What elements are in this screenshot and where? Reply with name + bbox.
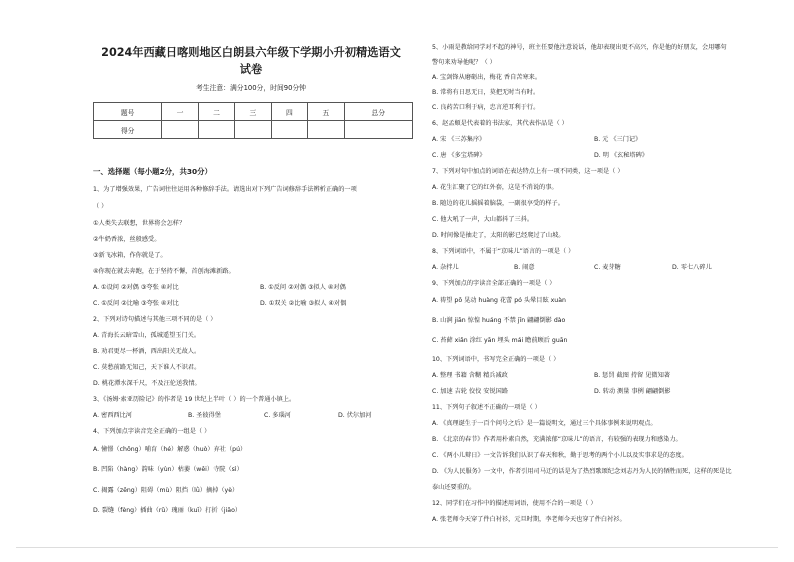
exam-notice: 考生注意：满分100分，时间90分钟 <box>196 84 306 92</box>
answer-option: C. 莫愁前路无知己，天下谁人不识君。 <box>93 364 201 371</box>
answer-option: C. 加速 吉轮 佼佼 安锐国路 <box>432 388 509 395</box>
answer-option: A. 宋 《三苏集序》 <box>432 136 486 143</box>
score-table-header: 四 <box>271 103 307 121</box>
question-text: 10、下列词语中，书写完全正确的一项是（ ） <box>432 356 560 363</box>
answer-option: 泰山还要重的。 <box>432 484 476 491</box>
answer-option: D. 伏尔加河 <box>338 412 372 419</box>
section-heading: 一、选择题（每小题2分，共30分） <box>93 167 212 176</box>
answer-option: B. 惩罚 截图 持留 见微知著 <box>594 372 670 379</box>
answer-option: D. 桃花潭水深千尺，不及汪伦送我情。 <box>93 380 201 387</box>
question-text: 警句来劝导他呢？（ ） <box>432 59 496 66</box>
answer-option: A. 祷望 pō 晃动 huàng 花蕾 pó 头晕目眩 xuàn <box>432 297 566 304</box>
question-text: 11、下列句子叙述不正确的一项是（ ） <box>432 404 541 411</box>
answer-option: A. ①设问 ②对偶 ③夸张 ④对比 <box>93 284 179 291</box>
score-table-header-row <box>94 103 413 121</box>
answer-option: C. 苔藓 xiǎn 涂红 yān 埋头 mái 瞻前顾后 guān <box>432 337 568 344</box>
answer-option: A. 《真理诞生于一百个问号之后》是一篇说明文，通过三个具体事例来说明观点。 <box>432 420 657 427</box>
score-row-label: 得分 <box>94 121 162 139</box>
score-table-header: 五 <box>308 103 344 121</box>
question-text: 12、同学们在习作中的描述用词语，使用不合的一项是（ ） <box>432 500 597 507</box>
exam-title-line1: 2024年西藏日喀则地区白朗县六年级下学期小升初精选语文 <box>101 46 401 59</box>
answer-option: A. 密西西比河 <box>93 412 132 419</box>
answer-option: D. 时间像是抽走了，太阳的影已经爬过了山坡。 <box>432 232 565 239</box>
answer-option: D. 明 《玄秘塔碑》 <box>594 152 648 159</box>
answer-option: C. 麦芽糖 <box>594 264 621 271</box>
score-cell <box>344 121 412 139</box>
score-table-header: 一 <box>162 103 198 121</box>
question-line: ③新飞冰箱，作你就是了。 <box>93 252 167 259</box>
exam-title <box>88 44 414 78</box>
answer-option: C. ①反问 ②比喻 ③夸张 ④对比 <box>93 300 179 307</box>
question-text: 5、小雨是教给同学对不起的神号，班主任要他注意说话，他却表现出更不高兴，你是他的好朋友，会用哪句 <box>432 44 727 51</box>
score-table-header: 二 <box>198 103 234 121</box>
score-table-header: 三 <box>235 103 271 121</box>
answer-option: B. 闹意 <box>514 264 535 271</box>
question-text: 1、为了增强效果，广告词往往运用各种修辞手法。请选出对下列广告词修辞手法辨析正确的一项 <box>93 186 357 193</box>
question-line: ④你现在就去奔跑，在于坚持不懈，首创海滩新路。 <box>93 268 235 275</box>
score-table <box>93 102 413 139</box>
score-table-row <box>94 121 413 139</box>
question-text: 9、下列加点的字读音全部正确的一项是（ ） <box>432 280 556 287</box>
page-divider <box>16 547 778 548</box>
answer-option: C. 他大吼了一声，大山都抖了三抖。 <box>432 216 534 223</box>
score-table-header: 总分 <box>344 103 412 121</box>
question-text: 7、下列对句中加点的词语在表达特点上有一项不同类，这一项是（ ） <box>432 168 624 175</box>
score-cell <box>308 121 344 139</box>
answer-option: C. 揭露（zēng）阻碍（mù）阻挡（lǜ）摘掉（yè） <box>93 487 239 494</box>
answer-option: B. 凹陷（hàng）韵味（yùn）枯萎（wěi）寺院（sì） <box>93 466 243 473</box>
answer-option: A. 花生汇聚了它的红外套，这是不消说的事。 <box>432 184 558 191</box>
answer-option: B. 圣彼得堡 <box>188 412 221 419</box>
answer-option: B. 随边的花儿摇摇着脑袋，一副很享受的样子。 <box>432 200 564 207</box>
score-table-header: 题号 <box>94 103 162 121</box>
score-cell <box>235 121 271 139</box>
answer-option: A. 整理 书籍 含糊 精兵减政 <box>432 372 508 379</box>
answer-option: D. 《为人民服务》一文中，作者引用司马迁的话是为了热烈歌颂纪念刘志丹为人民的牺牲而死，这样的死是比 <box>432 468 732 475</box>
question-line: ②牛奶香浓，丝般感受。 <box>93 236 161 243</box>
answer-option: B. ①反问 ②对偶 ③拟人 ④对偶 <box>260 284 346 291</box>
answer-option: C. 多瑙河 <box>264 412 291 419</box>
question-text: 4、下列加点字读音完全正确的一组是（ ） <box>93 428 211 435</box>
answer-option: A. 杂拌儿 <box>432 264 459 271</box>
answer-option: A. 宝剑锋从磨砺出，梅花 香自苦寒来。 <box>432 74 542 81</box>
answer-option: A. 青海长云暗雪山，孤城遥望玉门关。 <box>93 332 201 339</box>
answer-option: B. 元 《三门记》 <box>594 136 642 143</box>
answer-option: B. 山涧 jiān 惊惶 huáng 不禁 jīn 翩翩倒影 dào <box>432 317 566 324</box>
answer-option: C. 唐 《多宝塔碑》 <box>432 152 486 159</box>
answer-option: A. 憧憬（chōng）哺育（hé）解惑（huò）弃社（pú） <box>93 446 247 453</box>
answer-option: D. 零七八碎儿 <box>672 264 712 271</box>
question-text: 6、赵孟頫是代表着的书法家，其代表作品是（ ） <box>432 120 568 127</box>
exam-title-line2: 试卷 <box>239 63 263 76</box>
question-text: 8、下列词语中，不属于“京味儿”语言的一项是（ ） <box>432 248 575 255</box>
answer-option: A. 张老师今天穿了件白衬衫，元旦时期，李老师今天也穿了件白衬衫。 <box>432 516 626 523</box>
question-text: 3、《汤姆·索亚历险记》的作者是 19 世纪上半叶（ ）的一个普通小镇上。 <box>93 396 296 403</box>
answer-option: C. 《两小儿辩日》一文告诉我们认识了春天和秋，勤于思考的两个小儿以及实事求是的态度。 <box>432 452 688 459</box>
question-line: ①人类失去联想，世界将会怎样？ <box>93 220 186 227</box>
question-text: （ ） <box>93 203 108 210</box>
answer-option: B. 劝君更尽一杯酒，西出阳关无故人。 <box>93 348 201 355</box>
score-cell <box>198 121 234 139</box>
score-cell <box>162 121 198 139</box>
question-text: 2、下列对诗句描述与其他三项不同的是（ ） <box>93 316 217 323</box>
answer-option: C. 良药苦口利于病，忠言逆耳利于行。 <box>432 104 540 111</box>
answer-option: B. 常将有日思无日，莫把无时当有时。 <box>432 89 540 96</box>
score-cell <box>271 121 307 139</box>
answer-option: D. 转动 测量 事例 翩翩倒影 <box>594 388 671 395</box>
answer-option: D. 裂缝（fèng）插曲（rǔ）瑰丽（kuī）打折（jiāo） <box>93 507 242 514</box>
answer-option: D. ①双关 ②比喻 ③拟人 ④对偶 <box>260 300 347 307</box>
answer-option: B. 《北京的春节》作者用朴素自然，充满浓郁“京味儿”的语言，有较强的表现力和感染力。 <box>432 436 682 443</box>
